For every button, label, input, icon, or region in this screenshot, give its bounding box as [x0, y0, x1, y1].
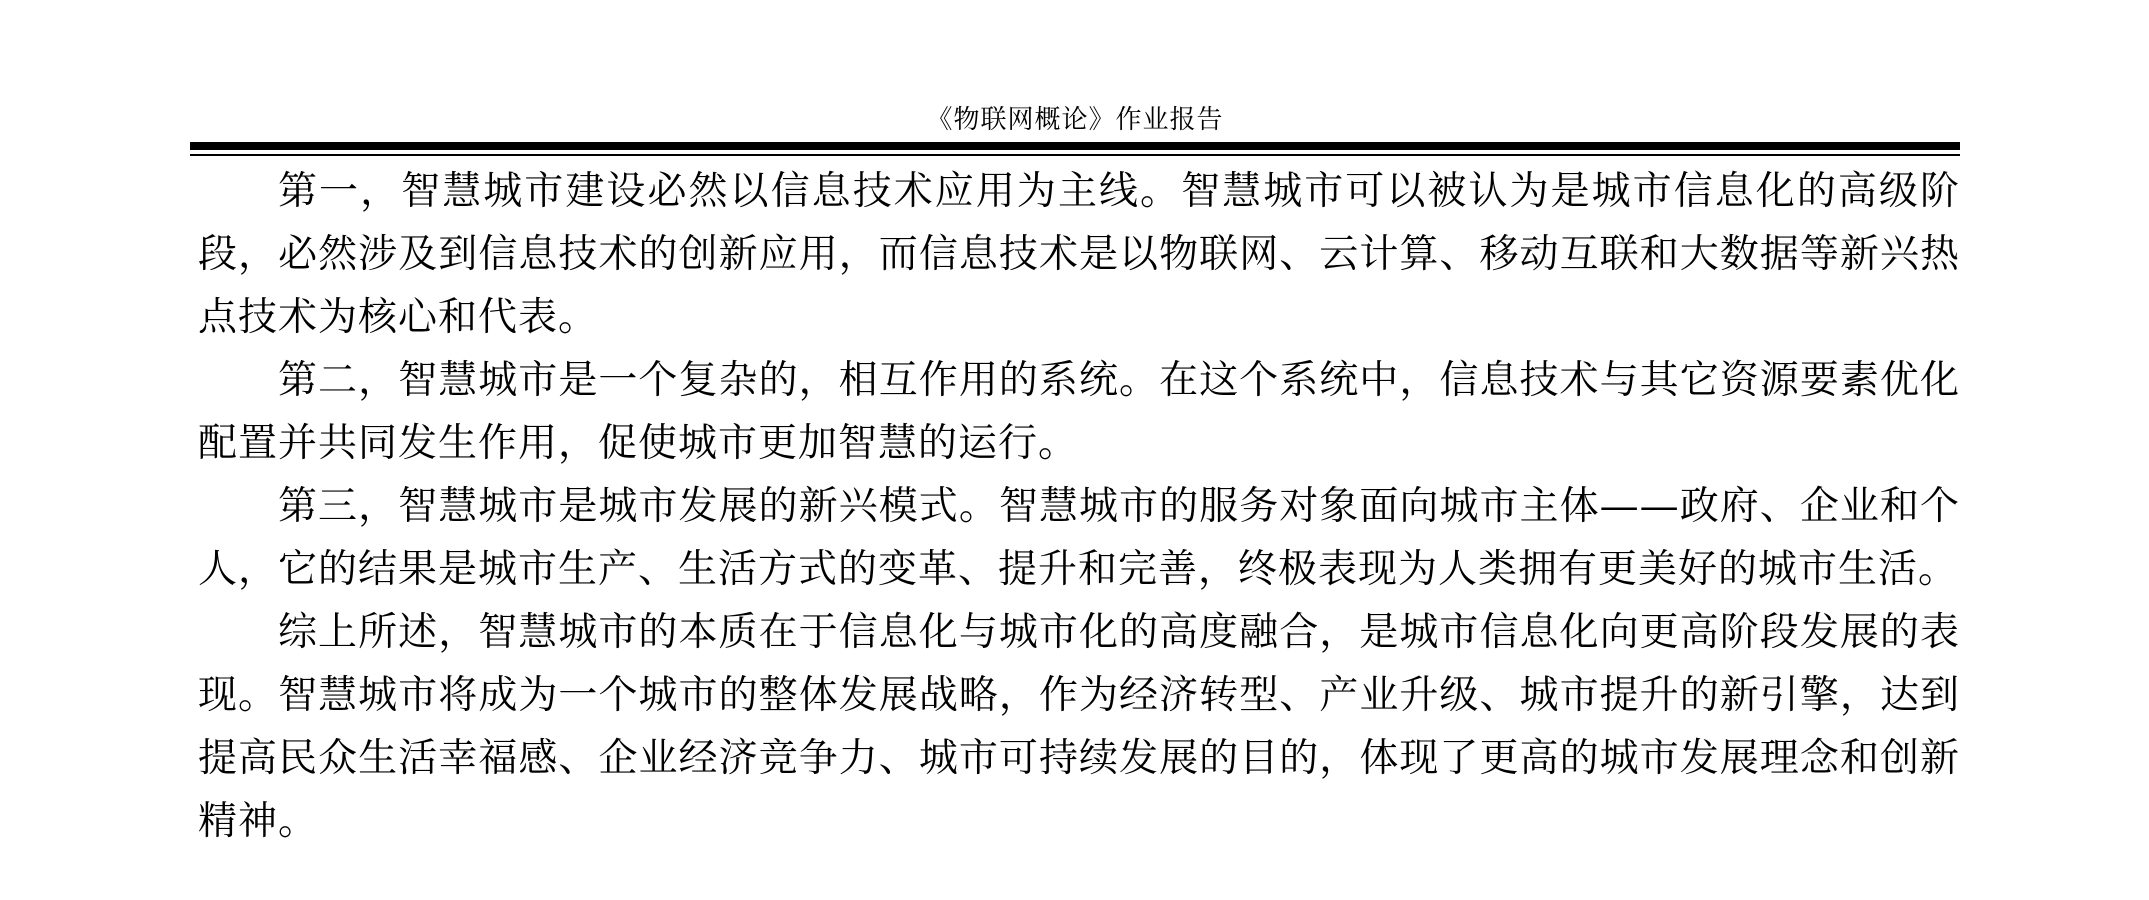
paragraph-first: 第一，智慧城市建设必然以信息技术应用为主线。智慧城市可以被认为是城市信息化的高级阶段，必然涉及到信息技术的创新应用，而信息技术是以物联网、云计算、移动互联和大数据等新兴热点技术为核心和代表。: [198, 169, 1960, 340]
body-text: [198, 160, 1960, 853]
paragraph-summary: 综上所述，智慧城市的本质在于信息化与城市化的高度融合，是城市信息化向更高阶段发展的表现。智慧城市将成为一个城市的整体发展战略，作为经济转型、产业升级、城市提升的新引擎，达到提高民众生活幸福感、企业经济竞争力、城市可持续发展的目的，体现了更高的城市发展理念和创新精神。: [198, 610, 1960, 844]
paragraph-third: 第三，智慧城市是城市发展的新兴模式。智慧城市的服务对象面向城市主体——政府、企业和个人，它的结果是城市生产、生活方式的变革、提升和完善，终极表现为人类拥有更美好的城市生活。: [198, 484, 1960, 592]
header-rule-thin: [190, 154, 1960, 156]
header-rule-thick: [190, 142, 1960, 150]
paragraph-second: 第二，智慧城市是一个复杂的，相互作用的系统。在这个系统中，信息技术与其它资源要素优化配置并共同发生作用，促使城市更加智慧的运行。: [198, 358, 1960, 466]
running-header: 《物联网概论》作业报告: [926, 105, 1224, 135]
